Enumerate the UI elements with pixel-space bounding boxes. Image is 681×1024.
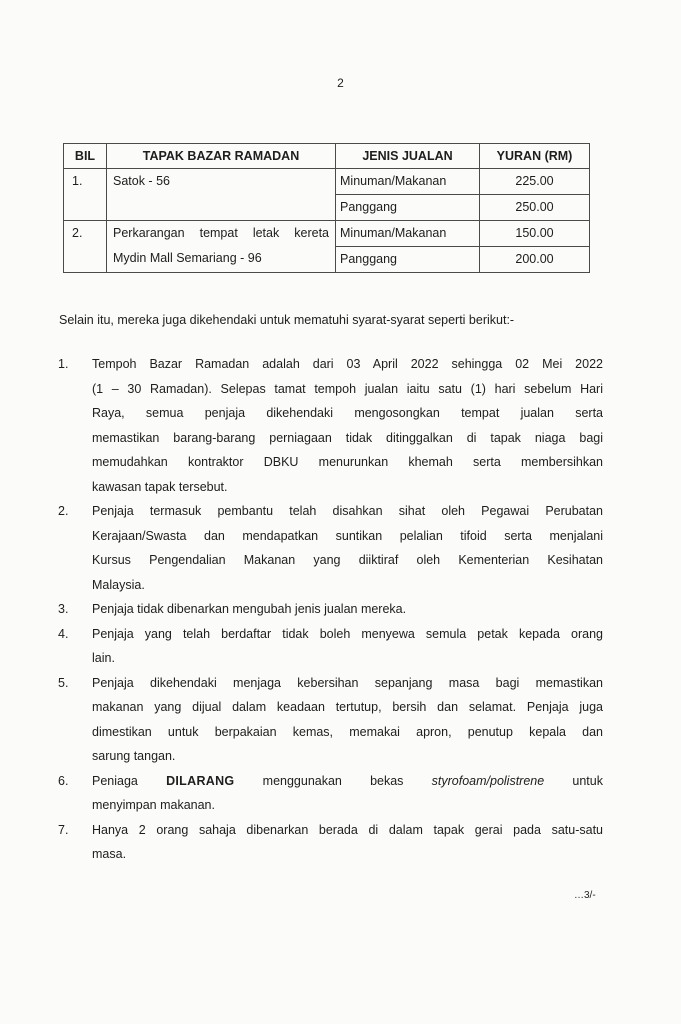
item-line: memudahkan kontraktor DBKU menurunkan khemah serta membersihkan: [92, 455, 603, 469]
item-line: (1 – 30 Ramadan). Selepas tamat tempoh jualan iaitu satu (1) hari sebelum Hari: [92, 381, 603, 396]
item-number: 1.: [58, 357, 69, 371]
list-item: [58, 597, 603, 622]
item-line: Raya, semua penjaja dikehendaki mengosongkan tempat jualan serta: [92, 406, 603, 420]
site-name-line-2: Mydin Mall Semariang - 96: [113, 251, 262, 265]
list-item: [58, 818, 603, 867]
list-item: [58, 352, 603, 499]
item-number: 2.: [58, 504, 69, 518]
item-line: Malaysia.: [92, 577, 145, 592]
terms-list: [58, 352, 603, 867]
item-line: Tempoh Bazar Ramadan adalah dari 03 April 2022 sehingga 02 Mei 2022: [92, 357, 603, 371]
site-cell: [107, 169, 336, 221]
fee-cell: 200.00: [480, 247, 590, 273]
item-line: Penjaja yang telah berdaftar tidak boleh menyewa semula petak kepada orang: [92, 626, 603, 641]
list-item: [58, 499, 603, 597]
bil-cell: 1.: [64, 169, 107, 221]
site-name: Satok - 56: [113, 174, 170, 188]
item-line: kawasan tapak tersebut.: [92, 479, 228, 494]
item-number: 3.: [58, 602, 69, 616]
item-text: Peniaga: [92, 773, 138, 788]
item-line: dimestikan untuk berpakaian kemas, memakai apron, penutup kepala dan: [92, 724, 603, 739]
table-row: [64, 169, 590, 195]
item-number: 5.: [58, 675, 69, 690]
header-type: JENIS JUALAN: [336, 144, 480, 169]
item-line: menyimpan makanan.: [92, 798, 215, 812]
type-cell: Panggang: [336, 247, 480, 273]
item-line: lain.: [92, 651, 115, 665]
bil-cell: 2.: [64, 221, 107, 273]
fee-cell: 225.00: [480, 169, 590, 195]
continuation-marker: …3/-: [574, 890, 596, 901]
header-bil: BIL: [64, 144, 107, 169]
bazaar-fee-table: [63, 143, 590, 273]
item-text: menggunakan bekas: [262, 773, 404, 788]
item-line: sarung tangan.: [92, 749, 176, 763]
item-text: untuk: [572, 773, 603, 788]
item-line: makanan yang dijual dalam keadaan tertutup, bersih dan selamat. Penjaja juga: [92, 700, 603, 714]
item-line: memastikan barang-barang perniagaan tidak ditinggalkan di tapak niaga bagi: [92, 430, 603, 445]
page-number: 2: [337, 76, 344, 90]
material-term: styrofoam/polistrene: [431, 773, 545, 788]
table-row: [64, 221, 590, 247]
list-item: [58, 671, 603, 769]
prohibited-emphasis: DILARANG: [166, 773, 235, 788]
item-line: Kerajaan/Swasta dan mendapatkan suntikan pelalian tifoid serta menjalani: [92, 528, 603, 543]
type-cell: Minuman/Makanan: [336, 169, 480, 195]
item-number: 4.: [58, 626, 69, 641]
site-name-line-1: Perkarangan tempat letak kereta: [113, 226, 329, 240]
intro-paragraph: Selain itu, mereka juga dikehendaki untuk mematuhi syarat-syarat seperti berikut:-: [59, 313, 515, 327]
site-cell: [107, 221, 336, 273]
type-cell: Minuman/Makanan: [336, 221, 480, 247]
fee-cell: 150.00: [480, 221, 590, 247]
item-line: Kursus Pengendalian Makanan yang diiktiraf oleh Kementerian Kesihatan: [92, 553, 603, 567]
item-line: Penjaja termasuk pembantu telah disahkan sihat oleh Pegawai Perubatan: [92, 504, 603, 518]
list-item: [58, 769, 603, 818]
item-line: Hanya 2 orang sahaja dibenarkan berada di dalam tapak gerai pada satu-satu: [92, 822, 603, 837]
list-item: [58, 622, 603, 671]
item-number: 6.: [58, 773, 69, 788]
item-line: Penjaja dikehendaki menjaga kebersihan sepanjang masa bagi memastikan: [92, 675, 603, 690]
fee-cell: 250.00: [480, 195, 590, 221]
item-line: masa.: [92, 847, 127, 861]
header-site: TAPAK BAZAR RAMADAN: [107, 144, 336, 169]
item-number: 7.: [58, 822, 69, 837]
table-header-row: [64, 144, 590, 169]
type-cell: Panggang: [336, 195, 480, 221]
item-line-mixed: [92, 769, 603, 794]
header-fee: YURAN (RM): [480, 144, 590, 169]
item-line: Penjaja tidak dibenarkan mengubah jenis jualan mereka.: [92, 602, 407, 616]
